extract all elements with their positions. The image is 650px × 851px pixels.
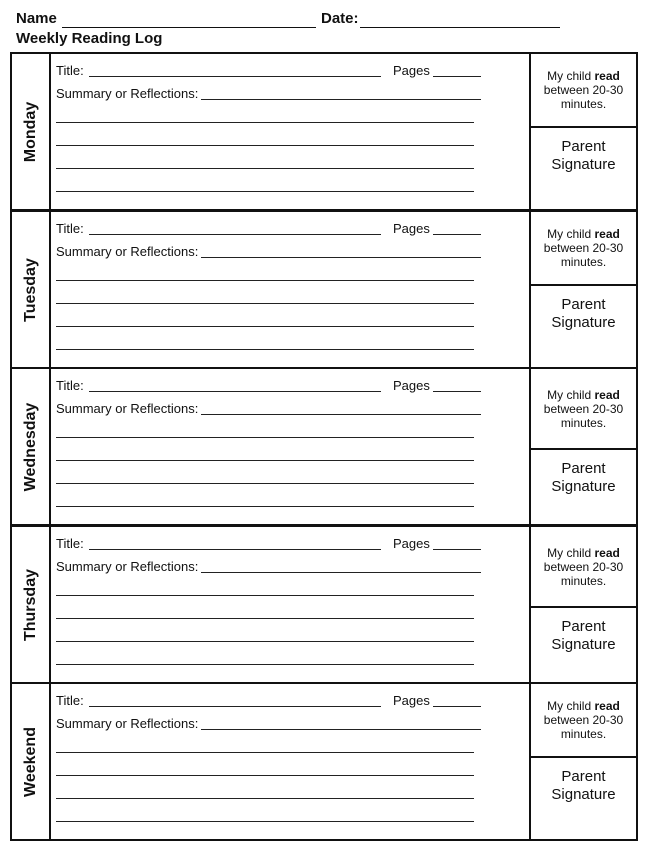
pages-label: Pages — [393, 63, 430, 78]
signature-label-2: Signature — [551, 156, 616, 173]
parent-signature-box[interactable] — [531, 138, 636, 209]
date-field[interactable] — [360, 27, 560, 28]
pages-field[interactable] — [433, 549, 481, 550]
summary-label: Summary or Reflections: — [56, 86, 199, 101]
writing-line[interactable] — [56, 326, 474, 327]
summary-field[interactable] — [201, 572, 481, 573]
read-confirmation — [531, 212, 636, 286]
parent-signature-box[interactable] — [531, 460, 636, 524]
title-label: Title: — [56, 221, 84, 236]
header-row — [16, 10, 576, 32]
pages-field[interactable] — [433, 76, 481, 77]
parent-signature-box[interactable] — [531, 296, 636, 367]
writing-line[interactable] — [56, 618, 474, 619]
writing-line[interactable] — [56, 664, 474, 665]
writing-line[interactable] — [56, 752, 474, 753]
read-bold: read — [594, 69, 620, 83]
day-column — [12, 527, 51, 682]
day-name: Wednesday — [21, 402, 39, 491]
entry-area — [51, 212, 531, 367]
day-block — [10, 525, 638, 684]
writing-line[interactable] — [56, 349, 474, 350]
entry-area — [51, 527, 531, 682]
writing-line[interactable] — [56, 145, 474, 146]
read-prefix: My child — [547, 387, 595, 402]
writing-line[interactable] — [56, 303, 474, 304]
read-line-3: minutes. — [560, 97, 607, 111]
pages-field[interactable] — [433, 234, 481, 235]
title-field[interactable] — [89, 391, 381, 392]
day-block — [10, 210, 638, 369]
parent-area — [531, 684, 636, 839]
writing-line[interactable] — [56, 122, 474, 123]
writing-line[interactable] — [56, 483, 474, 484]
entry-area — [51, 684, 531, 839]
page-title: Weekly Reading Log — [16, 30, 163, 47]
read-prefix: My child — [547, 699, 595, 713]
signature-label-2: Signature — [551, 314, 616, 331]
summary-label: Summary or Reflections: — [56, 559, 199, 574]
read-prefix: My child — [547, 227, 595, 241]
parent-area — [531, 369, 636, 524]
parent-signature-box[interactable] — [531, 768, 636, 839]
read-line-3: minutes. — [560, 255, 607, 269]
day-name: Monday — [21, 101, 39, 162]
read-confirmation — [531, 54, 636, 128]
day-name: Tuesday — [21, 257, 39, 322]
day-name: Weekend — [21, 726, 39, 797]
day-block — [10, 682, 638, 841]
read-bold: read — [594, 227, 620, 241]
summary-label: Summary or Reflections: — [56, 401, 199, 416]
summary-label: Summary or Reflections: — [56, 716, 199, 731]
writing-line[interactable] — [56, 641, 474, 642]
title-label: Title: — [56, 536, 84, 551]
writing-line[interactable] — [56, 821, 474, 822]
summary-field[interactable] — [201, 729, 481, 730]
pages-label: Pages — [393, 378, 430, 393]
title-field[interactable] — [89, 549, 381, 550]
read-line-2: between 20-30 — [543, 241, 624, 255]
read-line-2: between 20-30 — [543, 559, 624, 574]
writing-line[interactable] — [56, 595, 474, 596]
signature-label-1: Parent — [561, 460, 606, 477]
name-label: Name — [16, 10, 57, 27]
day-name: Thursday — [21, 568, 39, 641]
title-label: Title: — [56, 693, 84, 708]
writing-line[interactable] — [56, 191, 474, 192]
read-line-2: between 20-30 — [543, 83, 624, 97]
parent-area — [531, 527, 636, 682]
read-line-2: between 20-30 — [543, 401, 624, 416]
read-line-3: minutes. — [560, 727, 607, 741]
read-prefix: My child — [547, 69, 595, 83]
parent-area — [531, 54, 636, 209]
writing-line[interactable] — [56, 437, 474, 438]
summary-label: Summary or Reflections: — [56, 244, 199, 259]
signature-label-1: Parent — [561, 618, 606, 635]
read-line-2: between 20-30 — [543, 713, 624, 727]
title-label: Title: — [56, 63, 84, 78]
read-confirmation — [531, 527, 636, 608]
summary-field[interactable] — [201, 414, 481, 415]
signature-label-1: Parent — [561, 768, 606, 785]
name-field[interactable] — [62, 27, 316, 28]
parent-area — [531, 212, 636, 367]
pages-label: Pages — [393, 536, 430, 551]
pages-field[interactable] — [433, 391, 481, 392]
pages-field[interactable] — [433, 706, 481, 707]
pages-label: Pages — [393, 693, 430, 708]
read-confirmation — [531, 684, 636, 758]
title-field[interactable] — [89, 234, 381, 235]
parent-signature-box[interactable] — [531, 618, 636, 682]
day-column — [12, 684, 51, 839]
read-bold: read — [594, 545, 620, 560]
title-field[interactable] — [89, 76, 381, 77]
day-column — [12, 369, 51, 524]
writing-line[interactable] — [56, 506, 474, 507]
summary-field[interactable] — [201, 257, 481, 258]
entry-area — [51, 369, 531, 524]
writing-line[interactable] — [56, 280, 474, 281]
signature-label-2: Signature — [551, 636, 616, 653]
entry-area — [51, 54, 531, 209]
writing-line[interactable] — [56, 775, 474, 776]
summary-field[interactable] — [201, 99, 481, 100]
read-prefix: My child — [547, 545, 595, 560]
signature-label-1: Parent — [561, 296, 606, 313]
title-field[interactable] — [89, 706, 381, 707]
day-column — [12, 54, 51, 209]
writing-line[interactable] — [56, 798, 474, 799]
writing-line[interactable] — [56, 460, 474, 461]
signature-label-1: Parent — [561, 138, 606, 155]
writing-line[interactable] — [56, 168, 474, 169]
read-bold: read — [594, 387, 620, 402]
read-bold: read — [594, 699, 620, 713]
day-block — [10, 52, 638, 211]
day-block — [10, 367, 638, 526]
read-confirmation — [531, 369, 636, 450]
date-label: Date: — [321, 10, 359, 27]
signature-label-2: Signature — [551, 478, 616, 495]
pages-label: Pages — [393, 221, 430, 236]
read-line-3: minutes. — [560, 573, 607, 588]
day-column — [12, 212, 51, 367]
read-line-3: minutes. — [560, 415, 607, 430]
signature-label-2: Signature — [551, 786, 616, 803]
title-label: Title: — [56, 378, 84, 393]
